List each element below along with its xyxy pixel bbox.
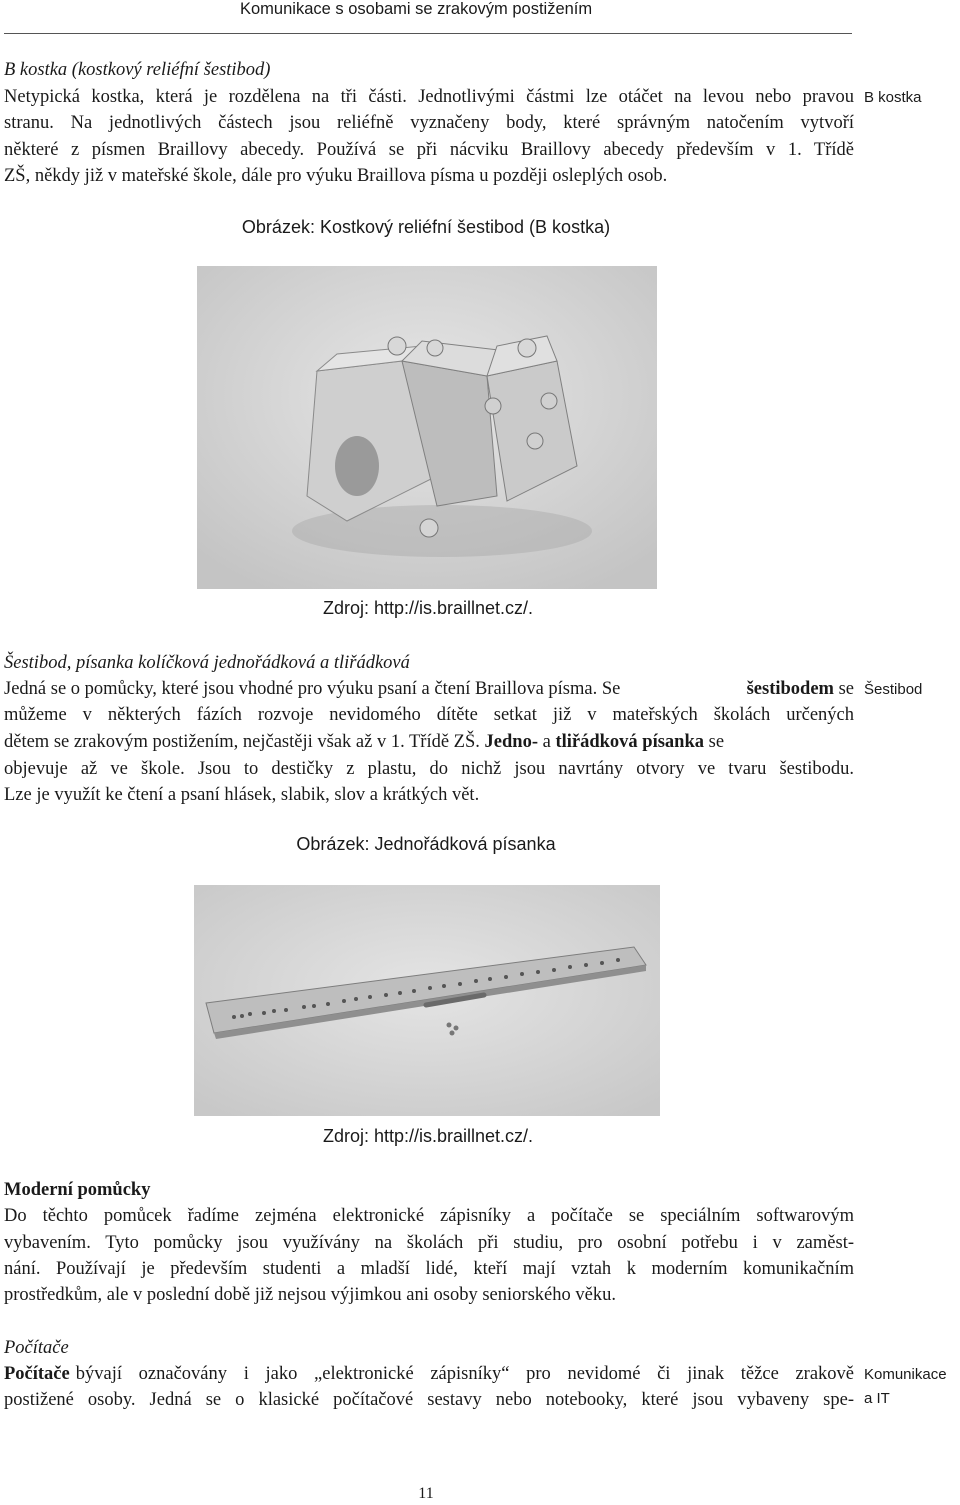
paragraph-line — [4, 676, 854, 702]
figure-caption — [0, 217, 852, 238]
figure-caption — [0, 834, 852, 855]
paragraph-line — [4, 1361, 854, 1387]
b-kostka-photo — [197, 266, 657, 589]
paragraph-line: Do těchto pomůcek řadíme zejména elektronické zápisníky a počítače se speciálním softwarovým — [4, 1206, 854, 1226]
paragraph-segment: bývají označovány i jako „elektronické zápisníky“ pro nevidomé či jinak těžce zrakově — [75, 1364, 854, 1384]
paragraph-segment: se — [838, 679, 854, 699]
margin-note-sestibod: Šestibod — [864, 681, 923, 698]
figure-source — [0, 1126, 856, 1147]
paragraph-segment: dětem se zrakovým postižením, nejčastěji však až v 1. Třídě ZŠ. — [4, 732, 480, 752]
figure-source-text: Zdroj: http://is.braillnet.cz/. — [322, 598, 534, 618]
section-heading-pocitace: Počítače — [4, 1338, 69, 1358]
figure-caption-text: Obrázek: Kostkový reliéfní šestibod (B kostka) — [241, 217, 611, 237]
header-title: Komunikace s osobami se zrakovým postižením — [240, 0, 593, 18]
paragraph-segment: a — [542, 732, 551, 752]
section-heading-sestibod: Šestibod, písanka kolíčková jednořádková a tliřádková — [4, 653, 410, 673]
header-divider — [4, 33, 852, 34]
paragraph-line: postižené osoby. Jedná se o klasické počítačové sestavy nebo notebooky, které jsou vybaveny spe- — [4, 1390, 854, 1410]
running-header — [0, 0, 960, 22]
paragraph-line: vybavením. Tyto pomůcky jsou využívány na školách při studiu, pro osobní potřebu i v zaměst- — [4, 1233, 854, 1253]
margin-note-line: a IT — [864, 1390, 890, 1407]
paragraph-line: můžeme v některých fázích rozvoje nevidomého dítěte setkat již v mateřských školách určených — [4, 705, 854, 725]
paragraph-segment: Jedná se o pomůcky, které jsou vhodné pro výuku psaní a čtení Braillova písma. Se — [4, 679, 621, 699]
paragraph-line: Netypická kostka, která je rozdělena na tři části. Jednotlivými částmi lze otáčet na levou nebo pravou — [4, 87, 854, 107]
margin-note-b-kostka: B kostka — [864, 89, 922, 106]
section-heading-moderni: Moderní pomůcky — [4, 1180, 151, 1200]
paragraph-line: prostředkům, ale v poslední době již nejsou výjimkou ani osoby seniorského věku. — [4, 1285, 616, 1305]
bold-term-pisanka: tliřádková písanka — [555, 732, 705, 752]
paragraph-line — [4, 729, 854, 755]
paragraph-line: ZŠ, někdy již v mateřské škole, dále pro výuku Braillova písma u později osleplých osob. — [4, 166, 668, 186]
paragraph-line: stranu. Na jednotlivých částech jsou reliéfně vyznačeny body, které správným natočením vytvoří — [4, 113, 854, 133]
figure-source — [0, 598, 856, 619]
page-number: 11 — [418, 1485, 434, 1502]
paragraph-line: objevuje až ve škole. Jsou to destičky z plastu, do nichž jsou navrtány otvory ve tvaru šestibodu. — [4, 759, 854, 779]
paragraph-line: některé z písmen Braillovy abecedy. Používá se při nácviku Braillovy abecedy především v 1. Třídě — [4, 140, 854, 160]
pisanka-illustration — [194, 885, 660, 1116]
pisanka-photo — [194, 885, 660, 1116]
bold-term-sestibodem: šestibodem — [746, 679, 834, 699]
paragraph-line: nání. Používají je především studenti a mladší lidé, kteří mají vztah k moderním komunikačním — [4, 1259, 854, 1279]
paragraph-line: Lze je využít ke čtení a psaní hlásek, slabik, slov a krátkých vět. — [4, 785, 480, 805]
figure-caption-text: Obrázek: Jednořádková písanka — [296, 834, 556, 854]
section-heading-b-kostka: B kostka (kostkový reliéfní šestibod) — [4, 60, 271, 80]
paragraph-segment: se — [708, 732, 725, 752]
b-kostka-illustration — [197, 266, 657, 589]
figure-source-text: Zdroj: http://is.braillnet.cz/. — [322, 1126, 534, 1146]
bold-term-pocitace: Počítače — [4, 1364, 70, 1384]
margin-note-line: Komunikace — [864, 1366, 947, 1383]
margin-note-komunikace — [864, 1363, 960, 1411]
bold-term-jedno: Jedno- — [484, 732, 538, 752]
